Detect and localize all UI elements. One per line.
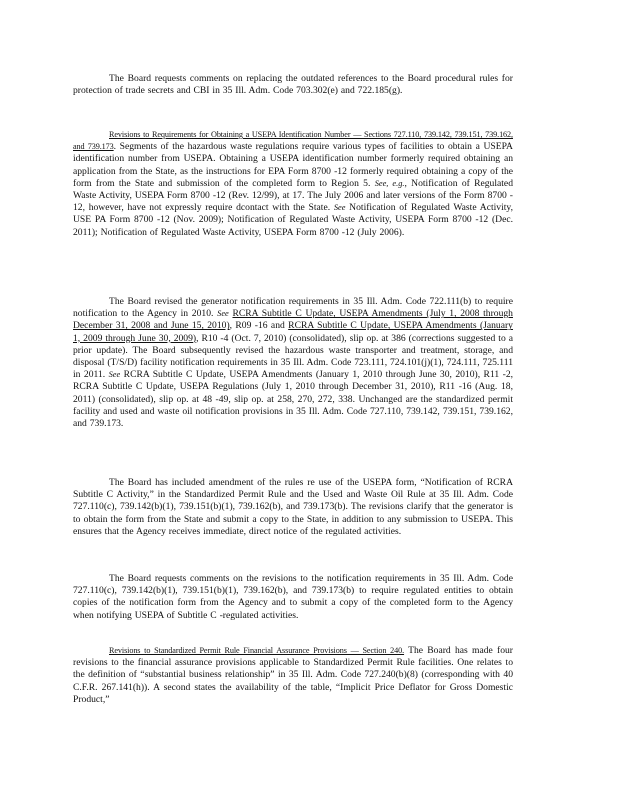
- paragraph-text: , Notification of Regulated Waste Activity, USEPA Form 8700 -12 (Rev. 12/99), at 17. The July 2006 and later versions of the Form 8700 - 12, however, have not expressly require dcontact with the State.: [73, 177, 513, 214]
- paragraph-text: RCRA Subtitle C Update, USEPA Amendments (January 1, 2010 through June 30, 2010), R11 -2, RCRA Subtitle C Update, USEPA Regulations (July 1, 2010 through December 31, 2010), R11 -16 (Aug. 18, 2011) (consolidated), slip op. at 48 -49, slip op. at 258, 270, 272, 338. Unchanged are the standardized permit facility and used and waste oil notification provisions in 35 Ill. Adm. Code 727.110, 739.142, 739.151, 739.162, and 739.173.: [73, 369, 514, 430]
- paragraph-notification-comments: [73, 573, 513, 622]
- paragraph-text: The Board has made four revisions to the financial assurance provisions applicable to Standardized Permit Rule facilities. One relates to the definition of “substantial business relationship” in 35 Ill. Adm. Code 727.240(b)(8) (corresponding with 40 C.F.R. 267.141(h)). A second states the availability of the table, “Implicit Price Deflator for Gross Domestic Product,”: [73, 645, 513, 705]
- case-title: RCRA Subtitle C Update, USEPA Amendments (July 1, 2008 through December 31, 2008 and June 15, 2010): [73, 308, 513, 332]
- paragraph-text: , R10 -4 (Oct. 7, 2010) (consolidated), slip op. at 386 (corrections suggested to a prior update). The Board subsequently revised the hazardous waste transporter and treatment, storage, and disposal (T/S/D) facility notification requirements in 35 Ill. Adm. Code 723.111, 724.101(j)(1), 724.111, 725.111 in 2011.: [73, 332, 513, 381]
- paragraph-form-amendment: [73, 477, 513, 538]
- paragraph-text: The Board has included amendment of the rules re use of the USEPA form, “Notification of RCRA Subtitle C Activity,” in the Standardized Permit Rule and the Used and Waste Oil Rule at 35 Ill. Adm. Code 727.110(c), 739.142(b)(1), 739.151(b)(1), 739.162(b), and 739.173(b). The revisions clarify that the generator is to obtain the form from the State and submit a copy to the State, in addition to any submission to USEPA. This ensures that the Agency receives immediate, direct notice of the regulated activities.: [73, 477, 513, 537]
- paragraph-usepa-id-number: [73, 129, 513, 239]
- paragraph-text: The Board requests comments on replacing the outdated references to the Board procedural rules for protection of trade secrets and CBI in 35 Ill. Adm. Code 703.302(e) and 722.185(g).: [73, 73, 513, 97]
- section-heading-financial-assurance: Revisions to Standardized Permit Rule Financial Assurance Provisions — Section 240.: [109, 646, 405, 655]
- paragraph-generator-notification: [73, 296, 513, 430]
- citation-signal: See: [217, 309, 229, 319]
- paragraph-text: The Board revised the generator notification requirements in 35 Ill. Adm. Code 722.111(b) to require notification to the Agency in 2010.: [73, 296, 513, 320]
- citation-signal: See, e.g.: [374, 178, 405, 188]
- paragraph-text: , R09 -16 and: [229, 320, 285, 332]
- paragraph-text: . Segments of the hazardous waste regulations require various types of facilities to obtain a USEPA identification number from USEPA. Obtaining a USEPA identification number formerly required obtaining an application from the State, as the instructions for EPA Form 8700 -12 formerly required obtaining a copy of the form from the State and submission of the completed form to Region 5.: [73, 141, 513, 189]
- section-heading-usepa-id: Revisions to Requirements for Obtaining a USEPA Identification Number — Sections 727.110, 739.142, 739.151, 739.162, and 739.173: [73, 130, 513, 152]
- citation-signal: See: [333, 203, 346, 213]
- case-title: RCRA Subtitle C Update, USEPA Amendments (January 1, 2009 through June 30, 2009): [73, 320, 513, 344]
- paragraph-text: Notification of Regulated Waste Activity, USE PA Form 8700 -12 (Nov. 2009); Notification of Regulated Waste Activity, USEPA Form 8700 -12 (Dec. 2011); Notification of Regulated Waste Activity, USEPA Form 8700 -12 (July 2006).: [73, 202, 513, 238]
- paragraph-text: The Board requests comments on the revisions to the notification requirements in 35 Ill. Adm. Code 727.110(c), 739.142(b)(1), 739.151(b)(1), 739.162(b), and 739.173(b) to require regulated entities to obtain copies of the notification form from the Agency and to submit a copy of the completed form to the Agency when notifying USEPA of Subtitle C -regulated activities.: [73, 573, 513, 621]
- citation-signal: See: [108, 370, 121, 380]
- paragraph-financial-assurance: [73, 645, 513, 706]
- paragraph-cbi-comments: [73, 73, 513, 97]
